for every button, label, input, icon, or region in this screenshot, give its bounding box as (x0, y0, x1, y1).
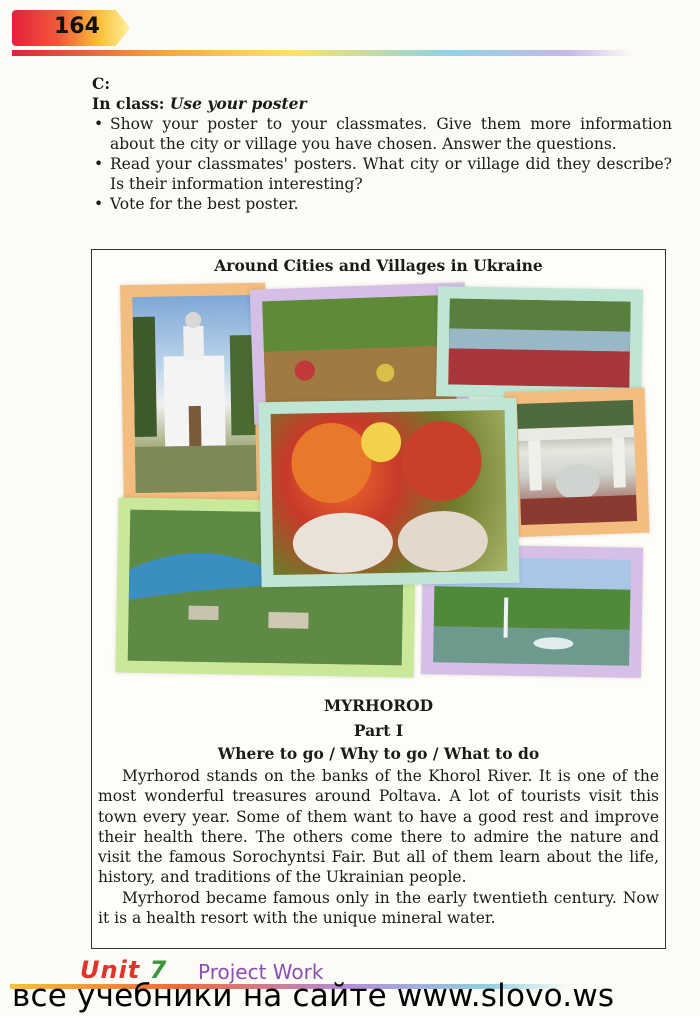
in-class-title: Use your poster (169, 94, 307, 113)
photo-church (120, 283, 269, 505)
paragraph: Myrhorod became famous only in the early twentieth century. Now it is a health resort with the unique mineral water. (98, 888, 659, 928)
poster-title: Around Cities and Villages in Ukraine (214, 256, 543, 275)
photo-pavilion (505, 388, 650, 538)
list-item: • Read your classmates' posters. What city or village did they describe? Is their information interesting? (92, 154, 672, 194)
page-header (12, 10, 632, 56)
part-heading: Part I (353, 721, 404, 740)
instructions (92, 74, 672, 214)
town-heading: MYRHOROD (323, 696, 434, 715)
instruction-list (92, 114, 672, 214)
header-rule (12, 50, 632, 56)
page-number: 164 (54, 14, 100, 39)
photo-flowerbed (436, 286, 643, 400)
poster-box (91, 249, 666, 949)
list-item: • Show your poster to your classmates. Give them more information about the city or village you have chosen. Answer the questions. (92, 114, 672, 154)
paragraph: Myrhorod stands on the banks of the Khorol River. It is one of the most wonderful treasures around Poltava. A lot of tourists visit this town every year. Some of them want to have a good rest and improve their health there. The others come there to admire the nature and visit the famous Sorochyntsi Fair. But all of them learn about the life, history, and traditions of the Ukrainian people. (98, 767, 659, 887)
in-class-prefix: In class: (92, 94, 165, 113)
unit-number: 7 (149, 956, 168, 984)
section-label: C: (92, 74, 111, 93)
photo-wreaths (258, 398, 519, 587)
poster-text (98, 766, 659, 928)
page-footer (0, 952, 700, 1016)
in-class-heading (92, 94, 672, 114)
section-name: Project Work (198, 960, 324, 984)
list-item: • Vote for the best poster. (92, 194, 672, 214)
site-banner: все учебники на сайте www.slovo.ws (12, 978, 615, 1014)
unit-word: Unit (80, 956, 141, 984)
subheading: Where to go / Why to go / What to do (217, 744, 540, 763)
